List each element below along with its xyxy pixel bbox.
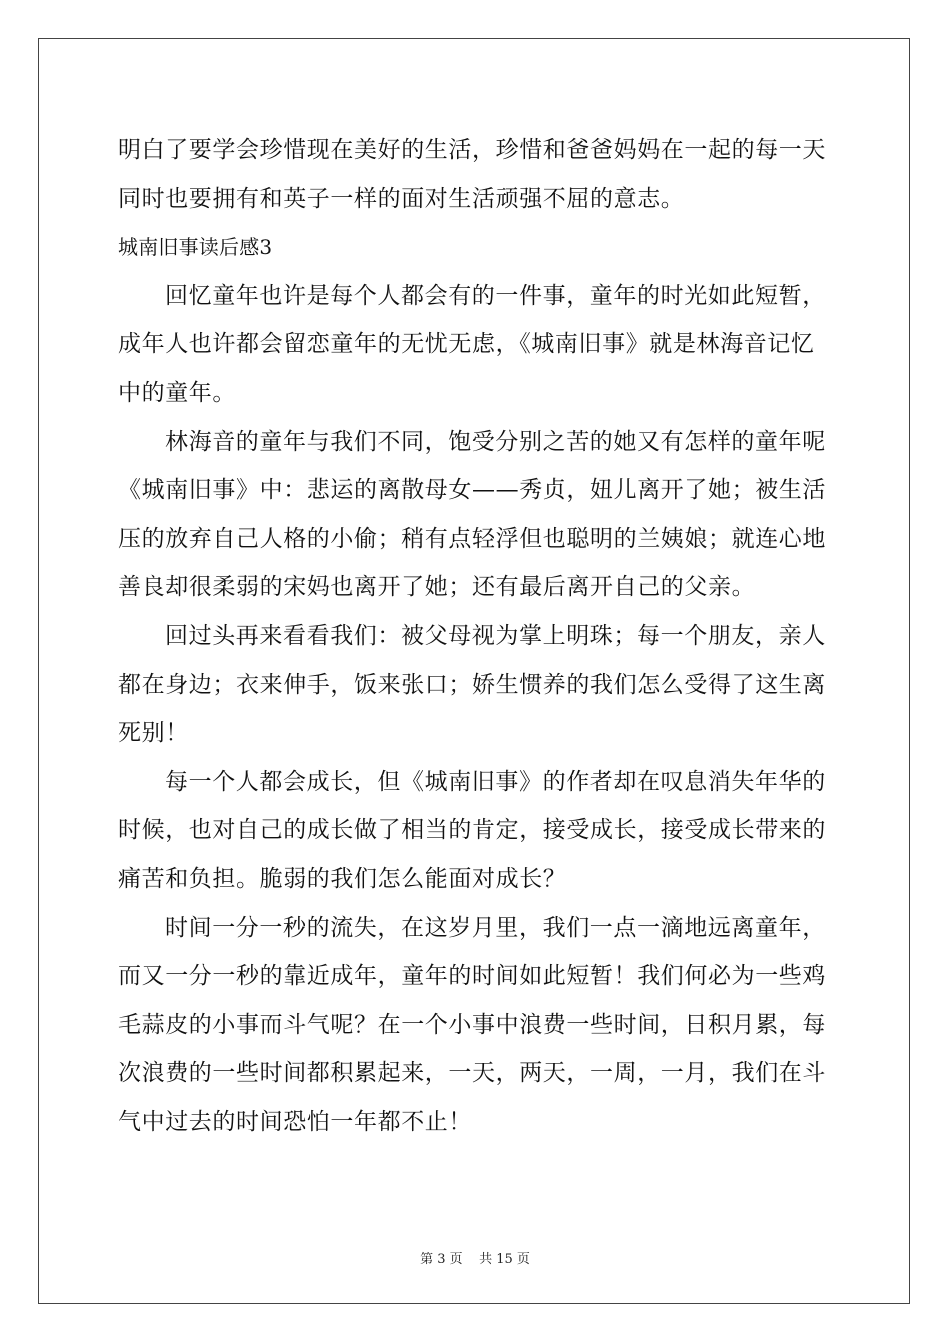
page-footer: 第 3 页 共 15 页	[420, 1252, 530, 1267]
text-line: 气中过去的时间恐怕一年都不止！	[118, 1108, 472, 1135]
text-line: 善良却很柔弱的宋妈也离开了她；还有最后离开自己的父亲。	[118, 574, 756, 601]
text-line: 每一个人都会成长，但《城南旧事》的作者却在叹息消失年华的	[165, 768, 826, 795]
text-line: 次浪费的一些时间都积累起来，一天，两天，一周，一月，我们在斗	[118, 1060, 826, 1087]
text-line: 死别！	[118, 720, 189, 747]
text-line: 毛蒜皮的小事而斗气呢？在一个小事中浪费一些时间，日积月累，每	[118, 1011, 826, 1038]
text-line: 压的放弃自己人格的小偷；稍有点轻浮但也聪明的兰姨娘；就连心地	[118, 525, 826, 552]
text-line: 成年人也许都会留恋童年的无忧无虑，《城南旧事》就是林海音记忆	[118, 331, 815, 358]
text-line: 明白了要学会珍惜现在美好的生活，珍惜和爸爸妈妈在一起的每一天	[118, 137, 826, 163]
text-line: 时候，也对自己的成长做了相当的肯定，接受成长，接受成长带来的	[118, 817, 826, 844]
text-line: 回过头再来看看我们：被父母视为掌上明珠；每一个朋友，亲人	[165, 622, 826, 649]
text-line: 时间一分一秒的流失，在这岁月里，我们一点一滴地远离童年，	[165, 914, 826, 941]
text-line: 林海音的童年与我们不同，饱受分别之苦的她又有怎样的童年呢	[165, 428, 826, 455]
text-line: 《城南旧事》中：悲运的离散母女——秀贞，妞儿离开了她；被生活	[118, 477, 826, 504]
section-heading: 城南旧事读后感3	[118, 235, 273, 260]
text-line: 而又一分一秒的靠近成年，童年的时间如此短暂！我们何必为一些鸡	[118, 963, 826, 990]
text-line: 回忆童年也许是每个人都会有的一件事，童年的时光如此短暂，	[165, 282, 826, 309]
document-body	[118, 126, 838, 1146]
text-line: 都在身边；衣来伸手，饭来张口；娇生惯养的我们怎么受得了这生离	[118, 671, 826, 698]
text-line: 中的童年。	[118, 379, 236, 406]
text-line: 痛苦和负担。脆弱的我们怎么能面对成长？	[118, 865, 567, 892]
text-line: 同时也要拥有和英子一样的面对生活顽强不屈的意志。	[118, 185, 685, 212]
